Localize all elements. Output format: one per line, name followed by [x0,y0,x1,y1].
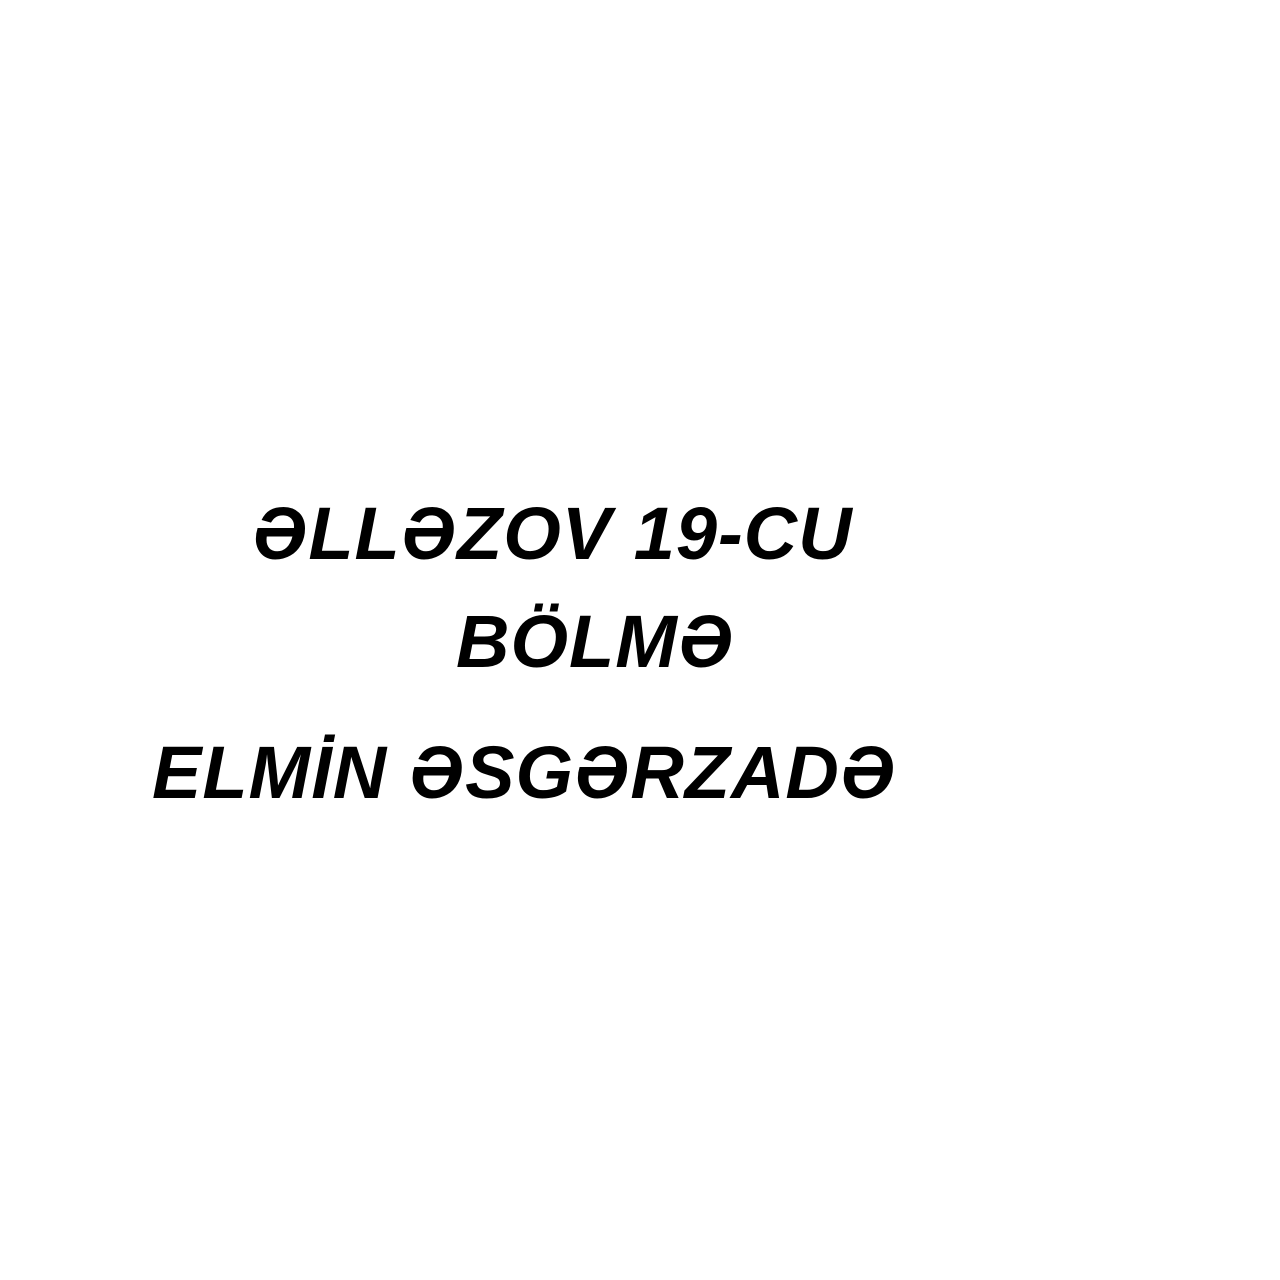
title-line-street: ƏLLƏZOV 19-CU [252,492,853,575]
title-line-section: BÖLMƏ [456,600,735,683]
title-line-name: ELMİN ƏSGƏRZADƏ [152,731,897,814]
